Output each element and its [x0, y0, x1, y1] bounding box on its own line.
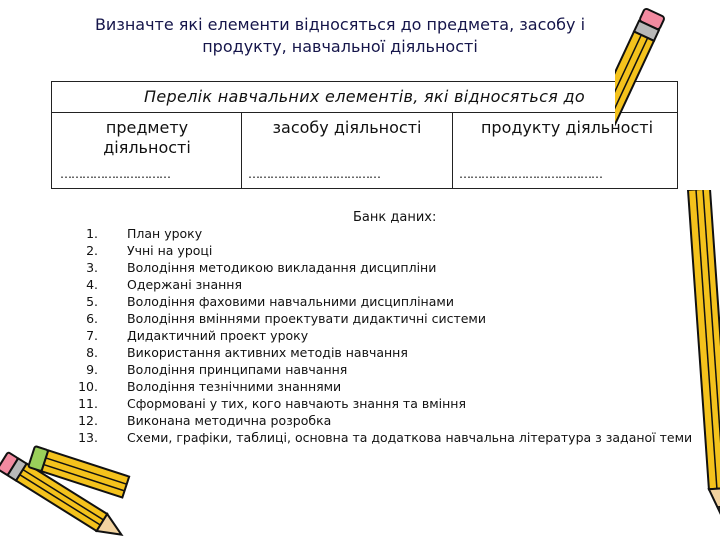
item-text: Використання активних методів навчання [127, 345, 408, 360]
answer-blank-product[interactable]: ………………………………… [459, 167, 602, 181]
item-number: 5. [86, 294, 98, 309]
item-text: Володіння тезнічними знаннями [127, 379, 342, 394]
pencil-icon [0, 440, 150, 540]
column-header-product: продукту діяльності [480, 118, 654, 137]
item-number: 10. [78, 379, 98, 394]
data-bank-title: Банк даних: [353, 210, 437, 225]
item-text: Схеми, графіки, таблиці, основна та додаткова навчальна література з заданої теми [127, 430, 693, 445]
item-text: Учні на уроці [127, 243, 213, 258]
item-number: 4. [86, 277, 98, 292]
item-text: Дидактичний проект уроку [127, 328, 309, 343]
elements-table [51, 81, 678, 189]
item-text: Володіння принципами навчання [127, 362, 348, 377]
column-header-means: засобу діяльності [272, 118, 422, 137]
pencil-icon [680, 190, 720, 530]
table-header: Перелік навчальних елементів, які відносяться до [144, 87, 585, 106]
answer-blank-subject[interactable]: ………………………… [60, 167, 170, 181]
column-header-subject: предмету діяльності [103, 118, 191, 157]
item-number: 3. [86, 260, 98, 275]
title-line-1: Визначте які елементи відносяться до предмета, засобу і [94, 15, 586, 34]
item-number: 9. [86, 362, 98, 377]
item-text: Виконана методична розробка [127, 413, 332, 428]
item-text: Володіння методикою викладання дисципліни [127, 260, 437, 275]
item-text: Володіння вміннями проектувати дидактичні системи [127, 311, 486, 326]
column-divider [241, 112, 242, 188]
item-text: Сформовані у тих, кого навчають знання та вміння [127, 396, 466, 411]
column-divider [452, 112, 453, 188]
pencil-icon [615, 0, 720, 200]
table-divider [52, 112, 677, 113]
item-number: 12. [78, 413, 98, 428]
item-number: 8. [86, 345, 98, 360]
title-line-2: продукту, навчальної діяльності [202, 37, 478, 56]
item-number: 11. [78, 396, 98, 411]
item-number: 6. [86, 311, 98, 326]
item-number: 7. [86, 328, 98, 343]
item-number: 2. [86, 243, 98, 258]
item-text: Володіння фаховими навчальними дисциплінами [127, 294, 454, 309]
page-title [60, 14, 620, 58]
answer-blank-means[interactable]: ……………………………… [248, 167, 380, 181]
item-number: 13. [78, 430, 98, 445]
item-text: Одержані знання [127, 277, 242, 292]
item-text: План уроку [127, 226, 203, 241]
item-number: 1. [86, 226, 98, 241]
